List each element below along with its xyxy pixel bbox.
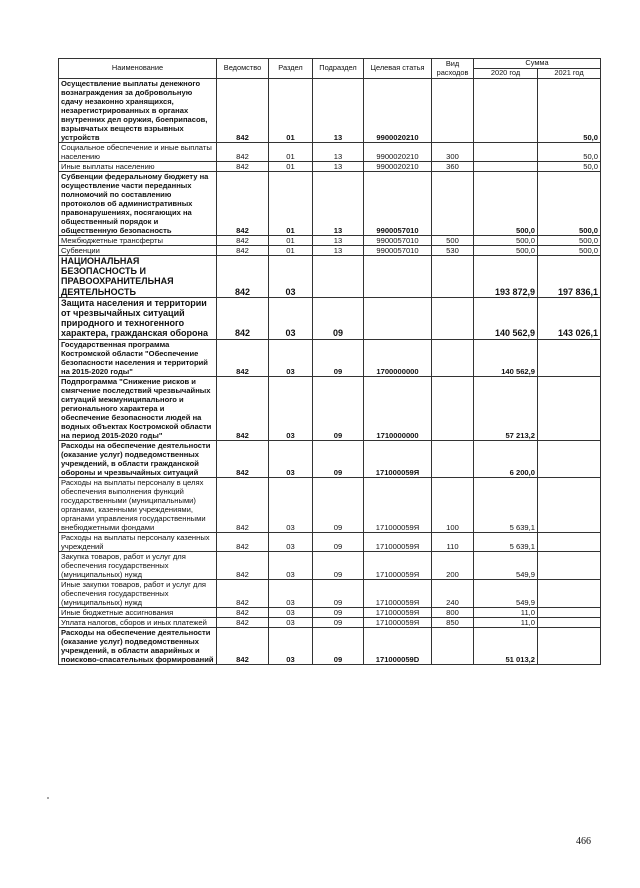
cell-kind: 240 — [432, 579, 474, 607]
table-row — [59, 162, 601, 172]
cell-name: Расходы на выплаты персоналу в целях обеспечения выполнения функций государственными (муниципальными) органами, казенными учреждениями, органами управления государственными внебюджетными фондами — [59, 477, 217, 532]
cell-kind: 200 — [432, 551, 474, 579]
cell-kind: 100 — [432, 477, 474, 532]
cell-y2021 — [538, 477, 601, 532]
table-row — [59, 79, 601, 143]
cell-dept: 842 — [217, 162, 269, 172]
cell-subsection: 13 — [313, 162, 364, 172]
cell-dept: 842 — [217, 339, 269, 376]
cell-name: Иные бюджетные ассигнования — [59, 607, 217, 617]
cell-dept: 842 — [217, 172, 269, 236]
cell-section: 01 — [269, 143, 313, 162]
cell-kind — [432, 256, 474, 298]
header-year-2021: 2021 год — [538, 69, 601, 79]
table-row — [59, 339, 601, 376]
table-row — [59, 579, 601, 607]
cell-kind: 360 — [432, 162, 474, 172]
cell-y2021: 500,0 — [538, 236, 601, 246]
cell-target: 171000059Я — [364, 532, 432, 551]
cell-target: 171000059Я — [364, 440, 432, 477]
table-row — [59, 256, 601, 298]
table-row — [59, 607, 601, 617]
header-sum: Сумма — [474, 59, 601, 69]
cell-y2020: 193 872,9 — [474, 256, 538, 298]
cell-y2021 — [538, 607, 601, 617]
cell-dept: 842 — [217, 236, 269, 246]
cell-name: Социальное обеспечение и иные выплаты населению — [59, 143, 217, 162]
cell-dept: 842 — [217, 79, 269, 143]
cell-y2020 — [474, 162, 538, 172]
cell-subsection: 09 — [313, 339, 364, 376]
cell-target — [364, 297, 432, 339]
cell-target: 171000059Я — [364, 607, 432, 617]
table-row — [59, 246, 601, 256]
cell-target: 9900020210 — [364, 162, 432, 172]
cell-y2020: 500,0 — [474, 236, 538, 246]
cell-target: 171000059Я — [364, 617, 432, 627]
cell-target: 171000059Я — [364, 477, 432, 532]
cell-section: 03 — [269, 440, 313, 477]
cell-target: 9900020210 — [364, 79, 432, 143]
header-year-2020: 2020 год — [474, 69, 538, 79]
cell-target: 9900057010 — [364, 172, 432, 236]
cell-subsection: 09 — [313, 579, 364, 607]
table-body — [59, 79, 601, 665]
cell-subsection: 09 — [313, 551, 364, 579]
header-section: Раздел — [269, 59, 313, 79]
cell-target: 9900057010 — [364, 246, 432, 256]
cell-y2020: 5 639,1 — [474, 477, 538, 532]
cell-dept: 842 — [217, 376, 269, 440]
cell-subsection: 13 — [313, 143, 364, 162]
cell-kind: 530 — [432, 246, 474, 256]
cell-section: 03 — [269, 339, 313, 376]
cell-section: 03 — [269, 297, 313, 339]
cell-dept: 842 — [217, 297, 269, 339]
table-row — [59, 551, 601, 579]
cell-kind — [432, 172, 474, 236]
cell-y2021: 143 026,1 — [538, 297, 601, 339]
cell-section: 03 — [269, 551, 313, 579]
cell-kind — [432, 297, 474, 339]
cell-y2021 — [538, 551, 601, 579]
cell-subsection: 09 — [313, 617, 364, 627]
table-row — [59, 477, 601, 532]
cell-y2021: 50,0 — [538, 143, 601, 162]
table-row — [59, 172, 601, 236]
cell-kind: 800 — [432, 607, 474, 617]
cell-section: 01 — [269, 172, 313, 236]
cell-target: 9900020210 — [364, 143, 432, 162]
cell-y2021 — [538, 627, 601, 664]
cell-section: 03 — [269, 376, 313, 440]
cell-subsection: 09 — [313, 477, 364, 532]
cell-dept: 842 — [217, 246, 269, 256]
cell-section: 03 — [269, 627, 313, 664]
cell-name: Межбюджетные трансферты — [59, 236, 217, 246]
scan-speck — [47, 797, 49, 799]
cell-subsection: 13 — [313, 236, 364, 246]
cell-section: 03 — [269, 256, 313, 298]
cell-y2021 — [538, 440, 601, 477]
cell-target: 1710000000 — [364, 376, 432, 440]
cell-dept: 842 — [217, 551, 269, 579]
cell-target: 9900057010 — [364, 236, 432, 246]
cell-target: 171000059Я — [364, 579, 432, 607]
cell-subsection: 09 — [313, 297, 364, 339]
cell-y2021: 500,0 — [538, 172, 601, 236]
cell-name: Подпрограмма "Снижение рисков и смягчение последствий чрезвычайных ситуаций межмуниципального и регионального характера и обеспечение безопасности людей на водных объектах Костромской области на период 2015-2020 годы" — [59, 376, 217, 440]
cell-dept: 842 — [217, 440, 269, 477]
table-row — [59, 617, 601, 627]
cell-name: Субвенции федеральному бюджету на осуществление части переданных полномочий по составлению протоколов об административных правонарушениях, посягающих на общественный порядок и общественную безопасность — [59, 172, 217, 236]
cell-y2021 — [538, 376, 601, 440]
cell-subsection: 13 — [313, 172, 364, 236]
cell-section: 01 — [269, 236, 313, 246]
header-target: Целевая статья — [364, 59, 432, 79]
cell-dept: 842 — [217, 143, 269, 162]
cell-y2021: 197 836,1 — [538, 256, 601, 298]
cell-subsection: 09 — [313, 607, 364, 617]
cell-subsection: 09 — [313, 376, 364, 440]
cell-y2021 — [538, 617, 601, 627]
cell-target: 171000059D — [364, 627, 432, 664]
cell-target — [364, 256, 432, 298]
cell-section: 03 — [269, 607, 313, 617]
cell-target: 171000059Я — [364, 551, 432, 579]
cell-name: Уплата налогов, сборов и иных платежей — [59, 617, 217, 627]
cell-section: 03 — [269, 532, 313, 551]
cell-dept: 842 — [217, 579, 269, 607]
table-row — [59, 143, 601, 162]
budget-table — [58, 58, 601, 665]
cell-y2020: 51 013,2 — [474, 627, 538, 664]
table-header — [59, 59, 601, 79]
cell-name: Государственная программа Костромской области "Обеспечение безопасности населения и территорий на 2015-2020 годы" — [59, 339, 217, 376]
cell-subsection: 09 — [313, 532, 364, 551]
cell-kind: 110 — [432, 532, 474, 551]
cell-name: НАЦИОНАЛЬНАЯ БЕЗОПАСНОСТЬ И ПРАВООХРАНИТЕЛЬНАЯ ДЕЯТЕЛЬНОСТЬ — [59, 256, 217, 298]
cell-kind — [432, 339, 474, 376]
table-row — [59, 532, 601, 551]
header-name: Наименование — [59, 59, 217, 79]
cell-y2020: 11,0 — [474, 607, 538, 617]
cell-name: Иные закупки товаров, работ и услуг для обеспечения государственных (муниципальных) нужд — [59, 579, 217, 607]
cell-subsection: 09 — [313, 440, 364, 477]
table-row — [59, 376, 601, 440]
cell-y2020: 500,0 — [474, 172, 538, 236]
cell-y2021: 50,0 — [538, 79, 601, 143]
cell-y2020: 6 200,0 — [474, 440, 538, 477]
cell-section: 03 — [269, 477, 313, 532]
table-row — [59, 440, 601, 477]
cell-target: 1700000000 — [364, 339, 432, 376]
table-row — [59, 297, 601, 339]
cell-dept: 842 — [217, 627, 269, 664]
cell-y2021 — [538, 339, 601, 376]
cell-dept: 842 — [217, 256, 269, 298]
header-kind: Вид расходов — [432, 59, 474, 79]
table-row — [59, 236, 601, 246]
cell-y2021: 500,0 — [538, 246, 601, 256]
cell-name: Расходы на выплаты персоналу казенных учреждений — [59, 532, 217, 551]
cell-section: 01 — [269, 79, 313, 143]
cell-y2020: 5 639,1 — [474, 532, 538, 551]
cell-name: Защита населения и территории от чрезвычайных ситуаций природного и техногенного характера, гражданская оборона — [59, 297, 217, 339]
cell-y2020: 140 562,9 — [474, 339, 538, 376]
cell-section: 03 — [269, 617, 313, 627]
header-subsection: Подраздел — [313, 59, 364, 79]
cell-subsection: 13 — [313, 79, 364, 143]
cell-section: 01 — [269, 162, 313, 172]
header-dept: Ведомство — [217, 59, 269, 79]
page-number: 466 — [576, 836, 591, 847]
cell-y2021 — [538, 532, 601, 551]
cell-name: Осуществление выплаты денежного вознаграждения за добровольную сдачу незаконно хранящихся, незарегистрированных в органах внутренних дел оружия, боеприпасов, взрывчатых веществ взрывных устройств — [59, 79, 217, 143]
cell-kind: 850 — [432, 617, 474, 627]
cell-kind — [432, 79, 474, 143]
cell-kind — [432, 440, 474, 477]
cell-section: 01 — [269, 246, 313, 256]
cell-y2020: 57 213,2 — [474, 376, 538, 440]
cell-y2020: 549,9 — [474, 579, 538, 607]
cell-kind: 300 — [432, 143, 474, 162]
cell-name: Субвенции — [59, 246, 217, 256]
cell-name: Иные выплаты населению — [59, 162, 217, 172]
cell-y2020: 549,9 — [474, 551, 538, 579]
cell-y2020: 11,0 — [474, 617, 538, 627]
cell-name: Расходы на обеспечение деятельности (оказание услуг) подведомственных учреждений, в области аварийных и поисково-спасательных формирований — [59, 627, 217, 664]
cell-y2020: 140 562,9 — [474, 297, 538, 339]
cell-subsection: 13 — [313, 246, 364, 256]
cell-dept: 842 — [217, 532, 269, 551]
cell-kind — [432, 627, 474, 664]
cell-subsection — [313, 256, 364, 298]
cell-dept: 842 — [217, 607, 269, 617]
document-page — [58, 58, 600, 665]
cell-kind — [432, 376, 474, 440]
cell-y2021 — [538, 579, 601, 607]
cell-y2020 — [474, 143, 538, 162]
cell-name: Закупка товаров, работ и услуг для обеспечения государственных (муниципальных) нужд — [59, 551, 217, 579]
table-row — [59, 627, 601, 664]
cell-y2020: 500,0 — [474, 246, 538, 256]
cell-section: 03 — [269, 579, 313, 607]
cell-dept: 842 — [217, 617, 269, 627]
cell-kind: 500 — [432, 236, 474, 246]
cell-y2021: 50,0 — [538, 162, 601, 172]
cell-subsection: 09 — [313, 627, 364, 664]
cell-dept: 842 — [217, 477, 269, 532]
cell-name: Расходы на обеспечение деятельности (оказание услуг) подведомственных учреждений, в области гражданской обороны и чрезвычайных ситуаций — [59, 440, 217, 477]
cell-y2020 — [474, 79, 538, 143]
